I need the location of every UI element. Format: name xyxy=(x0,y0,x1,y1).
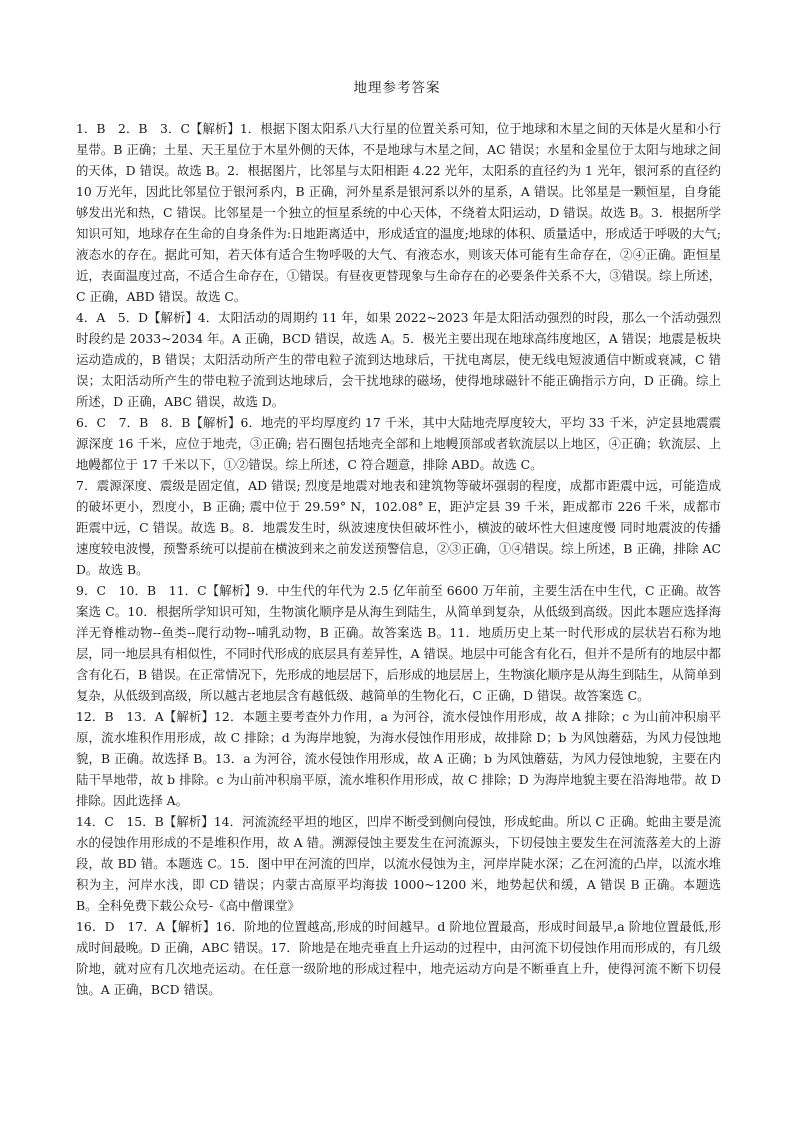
answer-paragraph-4-5: 4．A 5．D【解析】4．太阳活动的周期约 11 年，如果 2022~2023 年是太阳活动强烈的时段，那么一个活动强烈时段约是 2033~2034 年。A 正确，BCD 错误，故选 A。5．极光主要出现在地球高纬度地区，A 错误；地震是板块运动造成的，B 错误；太阳活动所产生的带电粒子流到达地球后，干扰电离层，使无线电短波通信中断或衰减，C 错误；太阳活动所产生的带电粒子流到达地球后，会干扰地球的磁场，使得地球磁针不能正确指示方向，D 正确。综上所述，D 正确，ABC 错误，故选 D。 xyxy=(76,310,721,409)
answer-paragraph-1-3: 1．B 2．B 3．C【解析】1．根据下图太阳系八大行星的位置关系可知，位于地球和木星之间的天体是火星和小行星带。B 正确；土星、天王星位于木星外侧的天体，不是地球与木星之间，AC 错误；水星和金星位于太阳与地球之间的天体，D 错误。故选 B。2．根据图片，比邻星与太阳相距 4.22 光年，太阳系的直径约为 1 光年，银河系的直径约 10 万光年，因此比邻星位于银河系内，B 正确，河外星系是银河系以外的星系，A 错误。比邻星是一颗恒星，自身能够发出光和热，C 错误。比邻星是一个独立的恒星系统的中心天体，不绕着太阳运动，D 错误。故选 B。3．根据所学知识可知，地球存在生命的自身条件为:日地距离适中，形成适宜的温度;地球的体积、质量适中，形成适于呼吸的大气;液态水的存在。据此可知，若天体有适合生物呼吸的大气、有液态水，则该天体可能有生命存在，②④正确。距恒星近，表面温度过高，不适合生命存在，①错误。有昼夜更替现象与生命存在的必要条件关系不大，③错误。综上所述，C 正确，ABD 错误。故选 C。 xyxy=(76,121,721,304)
answer-paragraph-12-13: 12．B 13．A【解析】12．本题主要考查外力作用，a 为河谷，流水侵蚀作用形成，故 A 排除；c 为山前冲积扇平原，流水堆积作用形成，故 C 排除；d 为海岸地貌，为海水侵蚀作用形成，故排除 D；b 为风蚀蘑菇，为风力侵蚀地貌，B 正确。故选择 B。13．a 为河谷，流水侵蚀作用形成，故 A 正确；b 为风蚀蘑菇，为风力侵蚀地貌，主要在内陆干旱地带，故 b 排除。c 为山前冲积扇平原，流水堆积作用形成，故 C 排除；D 为海岸地貌主要在沿海地带。故 D 排除。因此选择 A。 xyxy=(76,709,721,808)
answer-paragraph-16-17: 16．D 17．A【解析】16．阶地的位置越高,形成的时间越早。d 阶地位置最高，形成时间最早,a 阶地位置最低,形成时间最晚。D 正确，ABC 错误。17．阶地是在地壳垂直上升运动的过程中，由河流下切侵蚀作用而形成的，有几级阶地，就对应有几次地壳运动。在任意一级阶地的形成过程中，地壳运动方向是不断垂直上升，使得河流不断下切侵蚀。A 正确，BCD 错误。 xyxy=(76,919,721,997)
answer-paragraph-6-8: 6．C 7．B 8．B【解析】6．地壳的平均厚度约 17 千米，其中大陆地壳厚度较大，平均 33 千米，泸定县地震震源深度 16 千米，应位于地壳，③正确; 岩石圈包括地壳全部和上地幔顶部或者软流层以上地区，④正确；软流层、上地幔都位于 17 千米以下，①②错误。综上所述，C 符合题意，排除 ABD。故选 C。 xyxy=(76,415,721,472)
answer-paragraph-9-11: 9．C 10．B 11．C【解析】9．中生代的年代为 2.5 亿年前至 6600 万年前，主要生活在中生代，C 正确。故答案选 C。10．根据所学知识可知，生物演化顺序是从海生到陆生，从简单到复杂，从低级到高级。因此本题应选择海洋无脊椎动物--鱼类--爬行动物--哺乳动物，B 正确。故答案选 B。11．地质历史上某一时代形成的层状岩石称为地层，同一地层具有相似性，不同时代形成的底层具有差异性，A 错误。地层中可能含有化石，但并不是所有的地层中都含有化石，B 错误。在正常情况下，先形成的地层居下，后形成的地层居上，生物演化顺序是从海生到陆生，从简单到复杂，从低级到高级，所以越古老地层含有越低级、越简单的生物化石，C 正确，D 错误。故答案选 C。 xyxy=(76,583,721,703)
answer-paragraph-14-15: 14．C 15．B【解析】14．河流流经平坦的地区，凹岸不断受到侧向侵蚀，形成蛇曲。所以 C 正确。蛇曲主要是流水的侵蚀作用形成的不是堆积作用，故 A 错。溯源侵蚀主要发生在河流源头，下切侵蚀主要发生在河流落差大的上游段，故 BD 错。本题选 C。15．图中甲在河流的凹岸，以流水侵蚀为主，河岸岸陡水深；乙在河流的凸岸，以流水堆积为主，河岸水浅，即 CD 错误；内蒙古高原平均海拔 1000~1200 米，地势起伏和缓，A 错误 B 正确。本题选 B。全科免费下载公众号-《高中僧课堂》 xyxy=(76,814,721,913)
document-title: 地理参考答案 xyxy=(353,80,441,96)
answer-body xyxy=(76,118,721,1000)
answer-paragraph-7-8-detail: 7．震源深度、震级是固定值，AD 错误; 烈度是地震对地表和建筑物等破坏强弱的程度，成都市距震中远，可能造成的破坏更小，烈度小，B 正确; 震中位于 29.59° N，102.08° E，距泸定县 39 千米，距成都市 226 千米，成都市距震中远，C 错误。故选 B。8．地震发生时，纵波速度快但破坏性小，横波的破坏性大但速度慢 同时地震波的传播速度较电波慢，预警系统可以提前在横波到来之前发送预警信息，②③正确，①④错误。综上所述，B 正确，排除 ACD。故选 B。 xyxy=(76,478,721,577)
